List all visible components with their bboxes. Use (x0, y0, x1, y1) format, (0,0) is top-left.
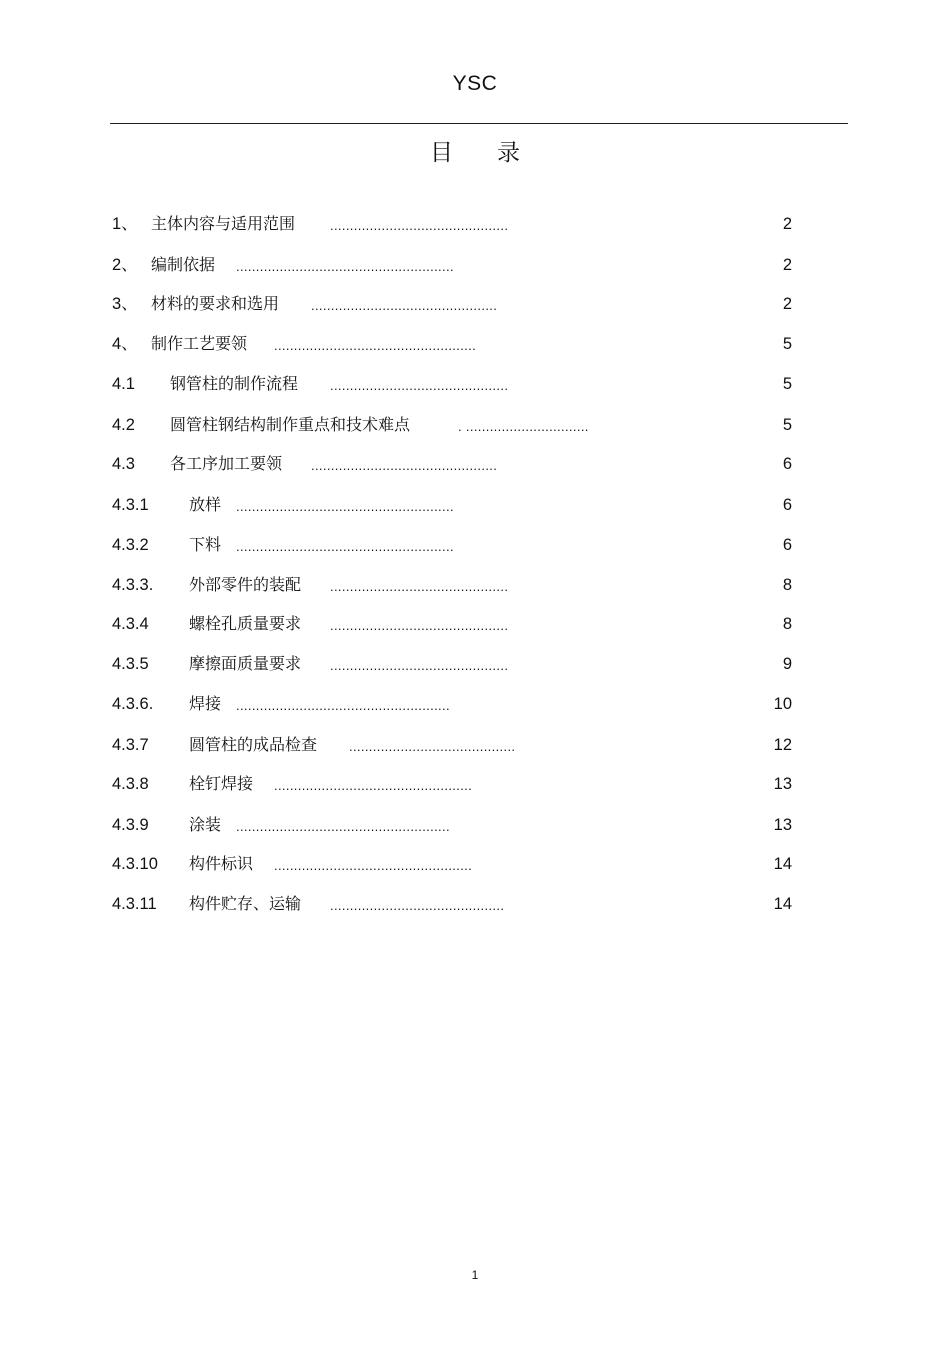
toc-entry-page: 2 (782, 215, 792, 233)
toc-entry-title: 下料 (189, 535, 222, 554)
toc-entry-number: 4、 (112, 335, 138, 353)
toc-entry-title: 主体内容与适用范围 (151, 214, 296, 233)
toc-entry[interactable] (0, 253, 950, 277)
toc-entry-number: 4.3.1 (112, 496, 149, 514)
toc-entry-leader: ....................................................... (236, 539, 454, 554)
toc-entry-leader: ...................................................... (236, 819, 450, 834)
toc-entry[interactable] (0, 212, 950, 236)
toc-entry-leader: . ............................... (458, 419, 589, 434)
toc-entry-title: 圆管柱钢结构制作重点和技术难点 (170, 415, 411, 434)
toc-entry-number: 4.3.10 (112, 855, 158, 873)
toc-entry-page: 13 (773, 775, 792, 793)
toc-entry[interactable] (0, 652, 950, 676)
toc-entry-page: 5 (782, 416, 792, 434)
toc-entry-leader: ............................................. (330, 218, 509, 233)
toc-entry-leader: ....................................................... (236, 499, 454, 514)
toc-entry[interactable] (0, 573, 950, 597)
toc-entry-leader: ............................................. (330, 658, 509, 673)
page-number: 1 (471, 1268, 479, 1282)
toc-entry-page: 2 (782, 295, 792, 313)
toc-entry-page: 14 (773, 855, 792, 873)
toc-entry-title: 摩擦面质量要求 (189, 654, 302, 673)
toc-entry[interactable] (0, 733, 950, 757)
toc-entry-page: 9 (782, 655, 792, 673)
toc-entry-page: 10 (773, 695, 792, 713)
toc-entry[interactable] (0, 852, 950, 876)
toc-entry-title: 制作工艺要领 (151, 334, 248, 353)
toc-entry-number: 4.3.2 (112, 536, 149, 554)
toc-entry-title: 涂装 (189, 815, 222, 834)
toc-entry-number: 4.1 (112, 375, 135, 393)
toc-entry-number: 4.3.4 (112, 615, 149, 633)
toc-entry-number: 4.3.5 (112, 655, 149, 673)
toc-entry-leader: ............................................. (330, 618, 509, 633)
page-header: YSC (452, 72, 498, 95)
toc-entry-title: 材料的要求和选用 (151, 294, 280, 313)
toc-entry-title: 编制依据 (151, 255, 216, 274)
toc-entry-leader: ............................................... (311, 458, 498, 473)
toc-title-char-1: 目 (430, 140, 453, 166)
toc-entry[interactable] (0, 533, 950, 557)
toc-entry-page: 6 (782, 496, 792, 514)
toc-entry-page: 2 (782, 256, 792, 274)
toc-entry-leader: .................................................. (274, 858, 473, 873)
toc-entry-number: 4.3.7 (112, 736, 149, 754)
toc-entry-page: 6 (782, 536, 792, 554)
toc-entry-title: 外部零件的装配 (189, 575, 302, 594)
toc-entry[interactable] (0, 372, 950, 396)
toc-entry-number: 3、 (112, 295, 138, 313)
toc-entry-number: 4.3.8 (112, 775, 149, 793)
toc-entry-number: 2、 (112, 256, 138, 274)
toc-entry-title: 栓钉焊接 (189, 774, 254, 793)
toc-entry-number: 1、 (112, 215, 138, 233)
toc-entry-number: 4.3.6. (112, 695, 154, 713)
toc-entry-title: 螺栓孔质量要求 (189, 614, 302, 633)
toc-entry-page: 8 (782, 615, 792, 633)
toc-entry[interactable] (0, 292, 950, 316)
toc-entry[interactable] (0, 413, 950, 437)
toc-entry[interactable] (0, 493, 950, 517)
toc-entry-page: 5 (782, 375, 792, 393)
toc-entry[interactable] (0, 332, 950, 356)
toc-entry-title: 构件标识 (189, 854, 254, 873)
toc-entry-title: 各工序加工要领 (170, 454, 283, 473)
toc-entry-leader: ....................................................... (236, 259, 454, 274)
toc-entry-page: 14 (773, 895, 792, 913)
toc-entry-page: 8 (782, 576, 792, 594)
toc-entry-title: 圆管柱的成品检查 (189, 735, 318, 754)
toc-entry-leader: ............................................ (330, 898, 505, 913)
toc-entry-page: 5 (782, 335, 792, 353)
toc-entry-number: 4.2 (112, 416, 135, 434)
toc-entry-number: 4.3 (112, 455, 135, 473)
toc-entry-title: 钢管柱的制作流程 (170, 374, 299, 393)
toc-entry-title: 焊接 (189, 694, 222, 713)
toc-entry-number: 4.3.11 (112, 895, 157, 913)
toc-entry-leader: ................................................... (274, 338, 477, 353)
toc-entry-number: 4.3.3. (112, 576, 154, 594)
toc-entry[interactable] (0, 813, 950, 837)
toc-title-char-2: 录 (497, 140, 520, 166)
toc-entry-leader: .......................................... (349, 739, 516, 754)
toc-entry-leader: ............................................. (330, 378, 509, 393)
toc-entry[interactable] (0, 692, 950, 716)
toc-entry-leader: .................................................. (274, 778, 473, 793)
toc-entry-number: 4.3.9 (112, 816, 149, 834)
toc-entry[interactable] (0, 772, 950, 796)
toc-entry-leader: ............................................... (311, 298, 498, 313)
toc-entry-leader: ...................................................... (236, 698, 450, 713)
toc-entry[interactable] (0, 612, 950, 636)
toc-entry-page: 6 (782, 455, 792, 473)
toc-entry-page: 12 (773, 736, 792, 754)
toc-entry-leader: ............................................. (330, 579, 509, 594)
toc-entry-title: 构件贮存、运输 (189, 894, 302, 913)
toc-entry[interactable] (0, 452, 950, 476)
toc-entry-page: 13 (773, 816, 792, 834)
toc-entry-title: 放样 (189, 495, 222, 514)
toc-entry[interactable] (0, 892, 950, 916)
